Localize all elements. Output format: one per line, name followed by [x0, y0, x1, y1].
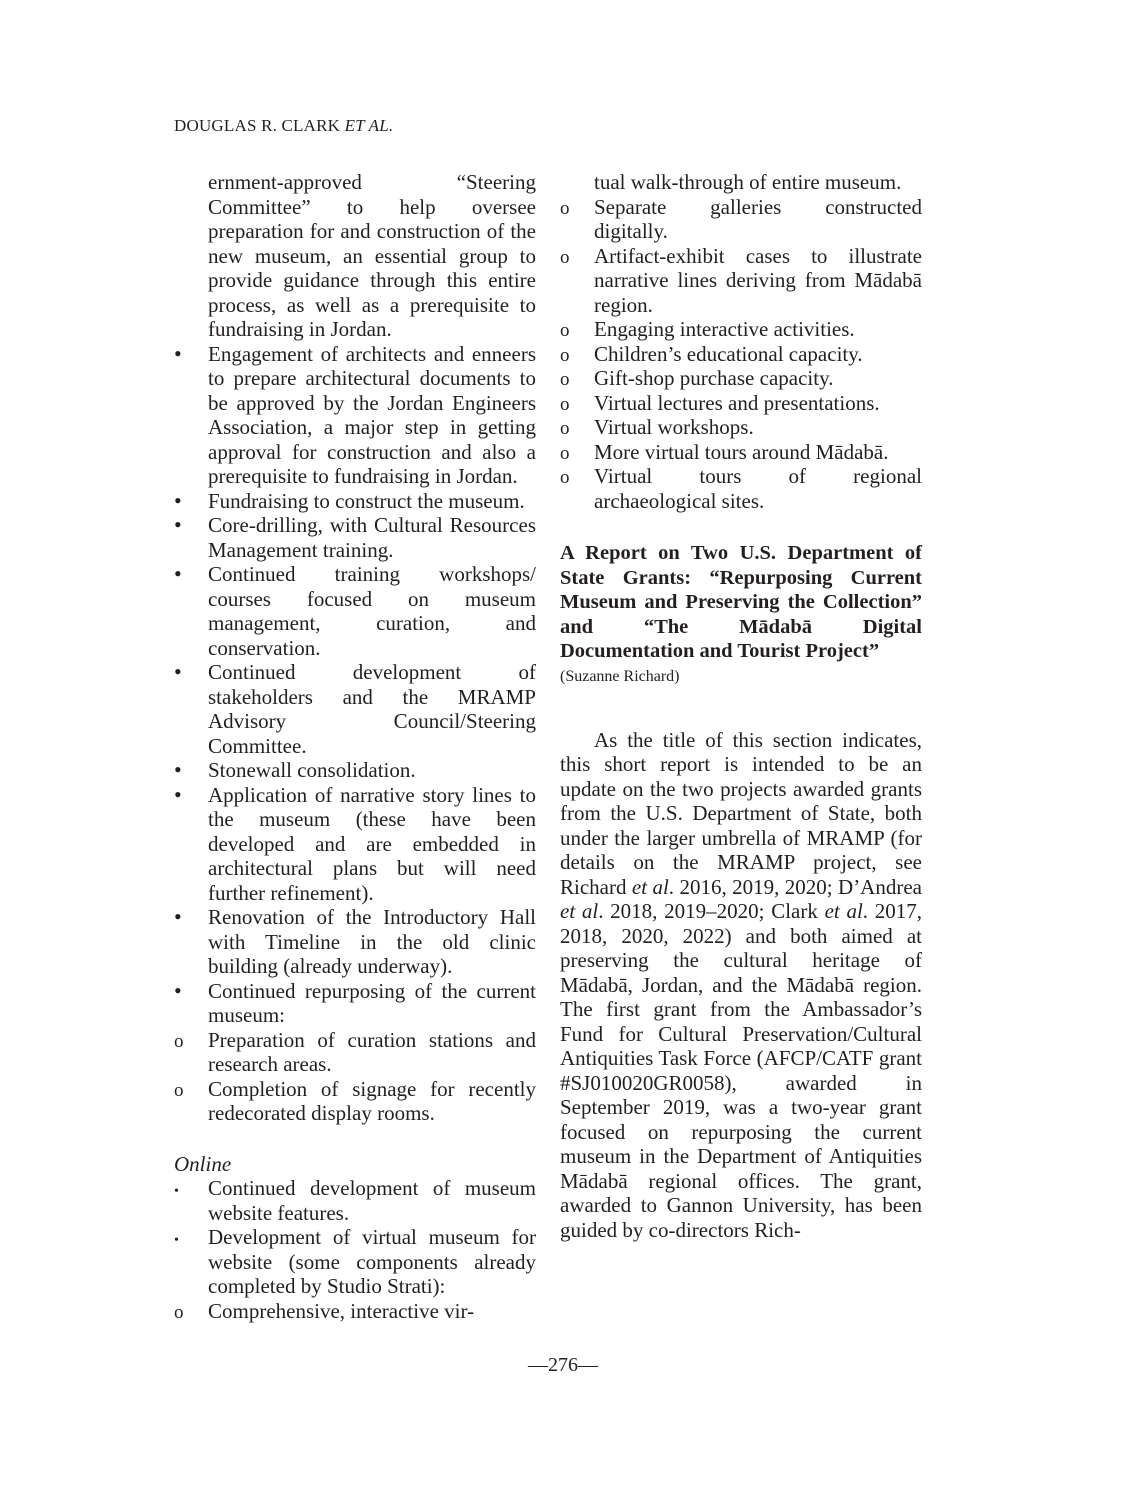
left-column	[174, 170, 536, 1323]
list-item: o Virtual workshops.	[560, 415, 922, 440]
list-item: • Renovation of the Introductory Hall with Timeline in the old clinic building (already underway).	[174, 905, 536, 979]
section-heading: A Report on Two U.S. Department of State Grants: “Repurposing Current Museum and Preserving the Collection” and “The Mādabā Digital Documentation and Tourist Project”	[560, 542, 922, 662]
circle-bullet-icon	[560, 464, 580, 491]
list-item: o Artifact-exhibit cases to illustrate narrative lines deriving from Mādabā region.	[560, 244, 922, 318]
bullet-icon	[174, 660, 194, 685]
bullet-icon	[174, 758, 194, 783]
bullet-icon	[174, 905, 194, 930]
list-item: o Separate galleries constructed digitally.	[560, 195, 922, 244]
list-item: tual walk-through of entire museum.	[594, 170, 902, 194]
project-bullet-list	[174, 342, 536, 1126]
circle-bullet-icon	[560, 366, 580, 393]
page-number: —276—	[528, 1354, 598, 1376]
circle-bullet-icon	[174, 1299, 194, 1326]
running-head-author: DOUGLAS R. CLARK	[174, 116, 345, 135]
list-item: o Virtual lectures and presentations.	[560, 391, 922, 416]
list-item: o Engaging interactive activities.	[560, 317, 922, 342]
virtual-museum-sublist-continued	[560, 170, 922, 513]
bullet-icon	[174, 562, 194, 587]
list-item: o Preparation of curation stations and research areas.	[174, 1028, 536, 1077]
bullet-icon	[174, 979, 194, 1004]
virtual-museum-sublist	[174, 1299, 536, 1324]
list-item: • Continued development of museum website features.	[174, 1176, 536, 1225]
bullet-icon	[174, 489, 194, 514]
section-byline: (Suzanne Richard)	[560, 667, 680, 685]
list-item: • Engagement of architects and enneers to prepare architectural documents to be approved by the Jordan Engineers Association, a major step in getting approval for construction and also a prerequisite to fundraising in Jordan.	[174, 342, 536, 489]
continuation-paragraph: ernment-approved “Steering Committee” to help oversee preparation for and construction of the new museum, an essential group to provide guidance through this entire process, as well as a prerequisite to fundraising in Jordan.	[208, 170, 536, 341]
circle-bullet-icon	[560, 415, 580, 442]
circle-bullet-icon	[560, 391, 580, 418]
list-item: o Comprehensive, interactive vir-	[174, 1299, 536, 1324]
online-subheading: Online	[174, 1151, 232, 1176]
list-item: • Application of narrative story lines to the museum (these have been developed and are embedded in architectural plans but will need further refinement).	[174, 783, 536, 906]
circle-bullet-icon	[560, 195, 580, 222]
circle-bullet-icon	[560, 317, 580, 344]
circle-bullet-icon	[560, 440, 580, 467]
list-item: o Virtual tours of regional archaeological sites.	[560, 464, 922, 513]
running-head-etal: ET AL.	[344, 116, 394, 135]
online-bullet-list	[174, 1176, 536, 1323]
list-item: • Fundraising to construct the museum.	[174, 489, 536, 514]
bullet-icon	[174, 342, 194, 367]
bullet-icon	[174, 1176, 194, 1205]
list-item: o Completion of signage for recently redecorated display rooms.	[174, 1077, 536, 1126]
list-item: o Gift-shop purchase capacity.	[560, 366, 922, 391]
repurposing-sublist	[174, 1028, 536, 1126]
list-item: o Children’s educational capacity.	[560, 342, 922, 367]
bullet-icon	[174, 1225, 194, 1254]
bullet-icon	[174, 513, 194, 538]
circle-bullet-icon	[560, 342, 580, 369]
list-item: • Development of virtual museum for website (some components already completed by Studio Strati): o Comprehensive, interactive vir-	[174, 1225, 536, 1323]
circle-bullet-icon	[560, 244, 580, 271]
body-paragraph: As the title of this section indicates, this short report is intended to be an update on the two projects awarded grants from the U.S. Department of State, both under the larger umbrella of MRAMP (for details on the MRAMP project, see Richard et al. 2016, 2019, 2020; D’Andrea et al. 2018, 2019–2020; Clark et al. 2017, 2018, 2020, 2022) and both aimed at preserving the cultural heritage of Mādabā, Jordan, and the Mādabā region. The first grant from the Ambassador’s Fund for Cultural Preservation/Cultural Antiquities Task Force (AFCP/CATF grant #SJ010020GR0058), awarded in September 2019, was a two-year grant focused on repurposing the current museum in the Department of Antiquities Mādabā regional offices. The grant, awarded to Gannon University, has been guided by co-directors Rich-	[560, 727, 923, 1242]
list-item: • Core-drilling, with Cultural Resources Management training.	[174, 513, 536, 562]
list-item: • Continued repurposing of the current museum: o Preparation of curation stations and research areas. o Completion of signage for recently redecorated display rooms.	[174, 979, 536, 1126]
circle-bullet-icon	[174, 1028, 194, 1055]
list-item: o More virtual tours around Mādabā.	[560, 440, 922, 465]
list-item: • Continued development of stakeholders and the MRAMP Advisory Council/Steering Committee.	[174, 660, 536, 758]
circle-bullet-icon	[174, 1077, 194, 1104]
bullet-icon	[174, 783, 194, 808]
list-item: • Continued training workshops/ courses focused on museum management, curation, and conservation.	[174, 562, 536, 660]
right-column	[560, 170, 922, 1263]
running-head	[174, 116, 393, 136]
list-item: • Stonewall consolidation.	[174, 758, 536, 783]
